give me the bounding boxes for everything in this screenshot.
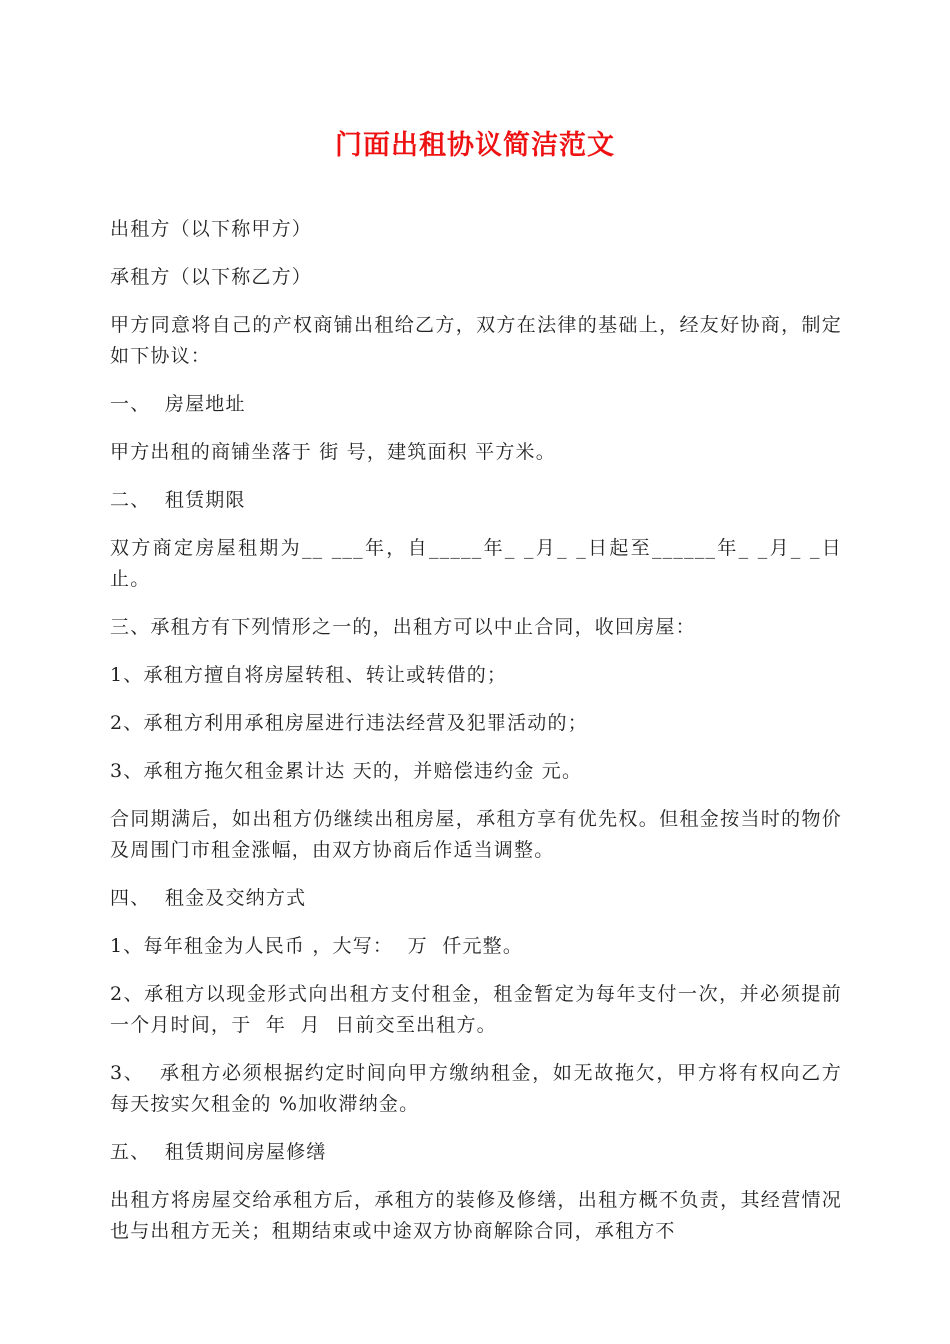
paragraph-preamble: 甲方同意将自己的产权商铺出租给乙方，双方在法律的基础上，经友好协商，制定如下协议： xyxy=(110,314,842,367)
section-heading-rent: 四、 租金及交纳方式 xyxy=(110,887,307,909)
list-item-termination-3: 3、承租方拖欠租金累计达 天的，并赔偿违约金 元。 xyxy=(110,760,583,782)
document-body xyxy=(110,214,842,1264)
list-item-rent-2: 2、承租方以现金形式向出租方支付租金，租金暂定为每年支付一次，并必须提前一个月时间，于 年 月 日前交至出租方。 xyxy=(110,983,842,1036)
paragraph-term: 双方商定房屋租期为__ ___年，自_____年_ _月_ _日起至______年_ _月_ _日止。 xyxy=(110,537,842,590)
paragraph-address: 甲方出租的商铺坐落于 街 号，建筑面积 平方米。 xyxy=(110,441,556,463)
paragraph-lessee: 承租方（以下称乙方） xyxy=(110,266,313,288)
paragraph-renewal: 合同期满后，如出租方仍继续出租房屋，承租方享有优先权。但租金按当时的物价及周围门市租金涨幅，由双方协商后作适当调整。 xyxy=(110,808,842,861)
list-item-termination-2: 2、承租方利用承租房屋进行违法经营及犯罪活动的； xyxy=(110,712,588,734)
section-heading-term: 二、 租赁期限 xyxy=(110,489,246,511)
list-item-termination-1: 1、承租方擅自将房屋转租、转让或转借的； xyxy=(110,664,508,686)
paragraph-lessor: 出租方（以下称甲方） xyxy=(110,218,313,240)
section-heading-termination: 三、承租方有下列情形之一的，出租方可以中止合同，收回房屋： xyxy=(110,616,696,638)
section-heading-address: 一、 房屋地址 xyxy=(110,393,246,415)
paragraph-repairs: 出租方将房屋交给承租方后，承租方的装修及修缮，出租方概不负责，其经营情况也与出租方无关；租期结束或中途双方协商解除合同，承租方不 xyxy=(110,1189,842,1242)
document-title: 门面出租协议简洁范文 xyxy=(335,130,615,161)
list-item-rent-3: 3、 承租方必须根据约定时间向甲方缴纳租金，如无故拖欠，甲方将有权向乙方每天按实欠租金的 %加收滞纳金。 xyxy=(110,1062,842,1115)
section-heading-repairs: 五、 租赁期间房屋修缮 xyxy=(110,1141,327,1163)
list-item-rent-1: 1、每年租金为人民币 ，大写： 万 仟元整。 xyxy=(110,935,524,957)
